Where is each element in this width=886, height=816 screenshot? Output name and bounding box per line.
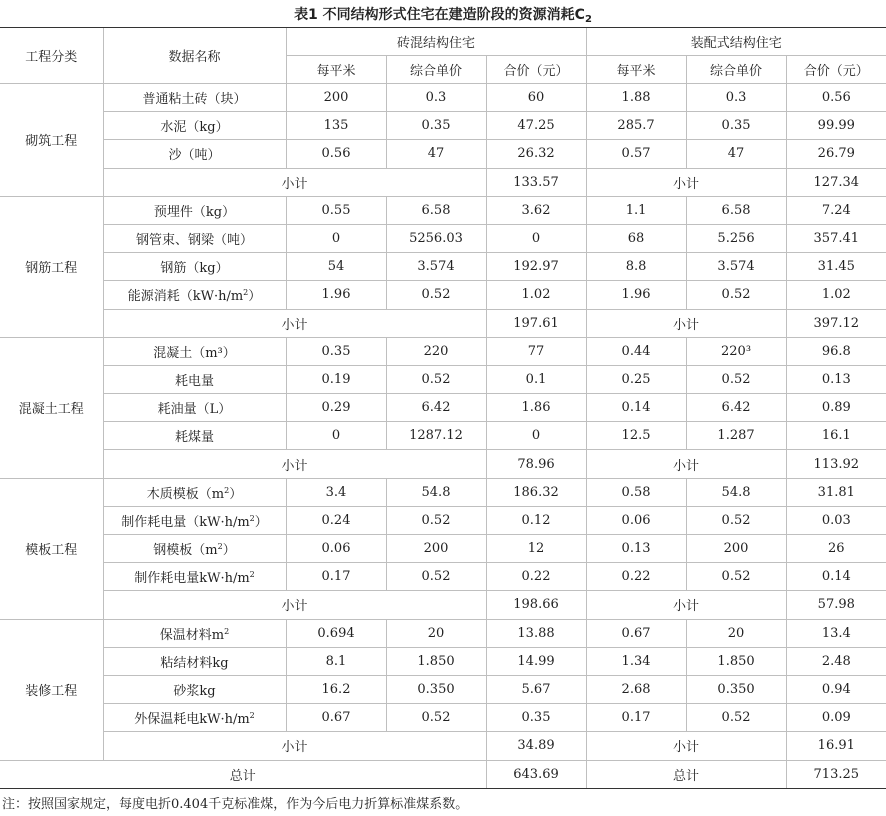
- prefab-per-sqm-cell: 0.67: [586, 619, 686, 647]
- brick-unit-price-cell: 6.42: [386, 394, 486, 422]
- header-category: 工程分类: [0, 28, 103, 84]
- brick-total-price-cell: 3.62: [486, 196, 586, 224]
- item-name: 水泥（kg）: [160, 120, 229, 136]
- table-row: [0, 506, 886, 534]
- header-brick-unit-price: 综合单价: [386, 56, 486, 84]
- item-name-cell: [103, 196, 286, 224]
- brick-total-price-cell: 0.12: [486, 506, 586, 534]
- brick-per-sqm-cell: 0.694: [286, 619, 386, 647]
- brick-per-sqm-cell: 0.35: [286, 337, 386, 365]
- item-name: 钢模板（m: [153, 543, 218, 559]
- item-name: 沙（吨）: [168, 148, 221, 164]
- item-name-cell: [103, 535, 286, 563]
- item-name-superscript: 2: [224, 626, 230, 636]
- brick-per-sqm-cell: 0.55: [286, 196, 386, 224]
- item-name-cell: [103, 563, 286, 591]
- table-row: [0, 84, 886, 112]
- subtotal-brick-value: 133.57: [486, 168, 586, 196]
- prefab-unit-price-cell: 0.35: [686, 112, 786, 140]
- prefab-total-price-cell: 0.89: [786, 394, 886, 422]
- header-name: 数据名称: [103, 28, 286, 84]
- brick-per-sqm-cell: 3.4: [286, 478, 386, 506]
- item-name: 粘结材料kg: [160, 655, 229, 671]
- item-name: 钢筋（kg）: [160, 261, 229, 277]
- prefab-per-sqm-cell: 0.44: [586, 337, 686, 365]
- prefab-per-sqm-cell: 1.34: [586, 647, 686, 675]
- subtotal-label-brick: 小计: [103, 168, 486, 196]
- item-name-cell: [103, 140, 286, 168]
- prefab-per-sqm-cell: 0.13: [586, 535, 686, 563]
- brick-per-sqm-cell: 1.96: [286, 281, 386, 309]
- item-name: 制作耗电量kW·h/m: [134, 571, 250, 587]
- resource-table: [0, 27, 886, 789]
- prefab-unit-price-cell: 1.850: [686, 647, 786, 675]
- brick-total-price-cell: 0.1: [486, 365, 586, 393]
- item-name-cell: [103, 365, 286, 393]
- prefab-unit-price-cell: 0.52: [686, 365, 786, 393]
- brick-per-sqm-cell: 54: [286, 253, 386, 281]
- subtotal-brick-value: 34.89: [486, 732, 586, 760]
- brick-per-sqm-cell: 135: [286, 112, 386, 140]
- prefab-total-price-cell: 16.1: [786, 422, 886, 450]
- prefab-total-price-cell: 1.02: [786, 281, 886, 309]
- prefab-unit-price-cell: 0.52: [686, 704, 786, 732]
- brick-total-price-cell: 0: [486, 224, 586, 252]
- item-name-cell: [103, 704, 286, 732]
- prefab-per-sqm-cell: 0.57: [586, 140, 686, 168]
- category-cell: 混凝土工程: [0, 337, 103, 478]
- subtotal-prefab-value: 113.92: [786, 450, 886, 478]
- prefab-total-price-cell: 26.79: [786, 140, 886, 168]
- prefab-per-sqm-cell: 0.58: [586, 478, 686, 506]
- prefab-per-sqm-cell: 68: [586, 224, 686, 252]
- subtotal-prefab-value: 57.98: [786, 591, 886, 619]
- item-name: 预埋件（kg）: [153, 204, 236, 220]
- item-name-superscript: 2: [249, 570, 255, 580]
- prefab-unit-price-cell: 200: [686, 535, 786, 563]
- item-name: 木质模板（m: [146, 486, 225, 502]
- category-cell: 装修工程: [0, 619, 103, 760]
- table-title: [0, 4, 886, 26]
- category-cell: 钢筋工程: [0, 196, 103, 337]
- prefab-per-sqm-cell: 0.25: [586, 365, 686, 393]
- item-name-cell: [103, 337, 286, 365]
- subtotal-label-prefab: 小计: [586, 450, 786, 478]
- brick-per-sqm-cell: 200: [286, 84, 386, 112]
- brick-unit-price-cell: 200: [386, 535, 486, 563]
- brick-total-price-cell: 186.32: [486, 478, 586, 506]
- prefab-per-sqm-cell: 1.88: [586, 84, 686, 112]
- subtotal-label-brick: 小计: [103, 591, 486, 619]
- item-name-tail: ）: [229, 486, 243, 502]
- brick-per-sqm-cell: 0.17: [286, 563, 386, 591]
- prefab-total-price-cell: 7.24: [786, 196, 886, 224]
- item-name-cell: [103, 422, 286, 450]
- brick-per-sqm-cell: 8.1: [286, 647, 386, 675]
- item-name: 普通粘土砖（块）: [142, 92, 247, 108]
- item-name-cell: [103, 224, 286, 252]
- prefab-unit-price-cell: 54.8: [686, 478, 786, 506]
- brick-unit-price-cell: 0.52: [386, 281, 486, 309]
- table-row: [0, 647, 886, 675]
- item-name: 混凝土（m³）: [153, 345, 236, 361]
- total-row: [0, 760, 886, 788]
- brick-per-sqm-cell: 0.29: [286, 394, 386, 422]
- table-title-text: 表1 不同结构形式住宅在建造阶段的资源消耗C: [294, 7, 585, 23]
- item-name-cell: [103, 281, 286, 309]
- prefab-unit-price-cell: 20: [686, 619, 786, 647]
- brick-total-price-cell: 60: [486, 84, 586, 112]
- brick-unit-price-cell: 54.8: [386, 478, 486, 506]
- prefab-per-sqm-cell: 8.8: [586, 253, 686, 281]
- item-name-cell: [103, 675, 286, 703]
- brick-total-price-cell: 47.25: [486, 112, 586, 140]
- item-name-tail: ）: [248, 289, 262, 305]
- brick-per-sqm-cell: 0.24: [286, 506, 386, 534]
- brick-unit-price-cell: 0.52: [386, 563, 486, 591]
- subtotal-label-brick: 小计: [103, 450, 486, 478]
- subtotal-brick-value: 198.66: [486, 591, 586, 619]
- item-name-superscript: 2: [217, 542, 223, 552]
- prefab-unit-price-cell: 0.350: [686, 675, 786, 703]
- item-name: 外保温耗电kW·h/m: [134, 712, 250, 728]
- brick-per-sqm-cell: 0.67: [286, 704, 386, 732]
- prefab-total-price-cell: 0.13: [786, 365, 886, 393]
- brick-unit-price-cell: 6.58: [386, 196, 486, 224]
- header-group-brick: 砖混结构住宅: [286, 28, 586, 56]
- brick-unit-price-cell: 47: [386, 140, 486, 168]
- brick-total-price-cell: 77: [486, 337, 586, 365]
- table-row: [0, 281, 886, 309]
- header-brick-total-price: 合价（元）: [486, 56, 586, 84]
- brick-per-sqm-cell: 16.2: [286, 675, 386, 703]
- item-name-cell: [103, 478, 286, 506]
- table-row: [0, 365, 886, 393]
- prefab-total-price-cell: 0.56: [786, 84, 886, 112]
- header-row-1: [0, 28, 886, 56]
- brick-unit-price-cell: 0.350: [386, 675, 486, 703]
- prefab-unit-price-cell: 47: [686, 140, 786, 168]
- item-name-superscript: 2: [249, 711, 255, 721]
- prefab-per-sqm-cell: 2.68: [586, 675, 686, 703]
- brick-unit-price-cell: 1287.12: [386, 422, 486, 450]
- prefab-unit-price-cell: 0.3: [686, 84, 786, 112]
- brick-total-price-cell: 5.67: [486, 675, 586, 703]
- header-prefab-total-price: 合价（元）: [786, 56, 886, 84]
- brick-total-price-cell: 0.22: [486, 563, 586, 591]
- prefab-unit-price-cell: 1.287: [686, 422, 786, 450]
- item-name: 砂浆kg: [173, 684, 216, 700]
- subtotal-label-prefab: 小计: [586, 732, 786, 760]
- item-name: 能源消耗（kW·h/m: [127, 289, 244, 305]
- item-name-cell: [103, 619, 286, 647]
- brick-unit-price-cell: 1.850: [386, 647, 486, 675]
- table-row: [0, 394, 886, 422]
- total-prefab-value: 713.25: [786, 760, 886, 788]
- total-brick-value: 643.69: [486, 760, 586, 788]
- table-row: [0, 224, 886, 252]
- brick-per-sqm-cell: 0.19: [286, 365, 386, 393]
- item-name-superscript: 2: [249, 513, 255, 523]
- subtotal-label-prefab: 小计: [586, 168, 786, 196]
- prefab-unit-price-cell: 5.256: [686, 224, 786, 252]
- prefab-unit-price-cell: 220³: [686, 337, 786, 365]
- brick-unit-price-cell: 5256.03: [386, 224, 486, 252]
- brick-total-price-cell: 13.88: [486, 619, 586, 647]
- brick-unit-price-cell: 220: [386, 337, 486, 365]
- subtotal-prefab-value: 397.12: [786, 309, 886, 337]
- item-name: 耗油量（L）: [157, 402, 232, 418]
- table-row: [0, 422, 886, 450]
- prefab-unit-price-cell: 0.52: [686, 506, 786, 534]
- item-name: 耗煤量: [174, 430, 214, 446]
- total-label-prefab: 总计: [586, 760, 786, 788]
- brick-unit-price-cell: 0.3: [386, 84, 486, 112]
- subtotal-row: [0, 732, 886, 760]
- header-prefab-per-sqm: 每平米: [586, 56, 686, 84]
- category-cell: 模板工程: [0, 478, 103, 619]
- prefab-per-sqm-cell: 12.5: [586, 422, 686, 450]
- brick-total-price-cell: 192.97: [486, 253, 586, 281]
- item-name-superscript: 2: [243, 288, 249, 298]
- item-name-cell: [103, 394, 286, 422]
- item-name-cell: [103, 112, 286, 140]
- subtotal-prefab-value: 127.34: [786, 168, 886, 196]
- item-name: 保温材料m: [159, 627, 225, 643]
- table-row: [0, 140, 886, 168]
- brick-total-price-cell: 0.35: [486, 704, 586, 732]
- item-name-superscript: 2: [224, 485, 230, 495]
- prefab-unit-price-cell: 0.52: [686, 563, 786, 591]
- prefab-unit-price-cell: 6.58: [686, 196, 786, 224]
- table-row: [0, 535, 886, 563]
- brick-total-price-cell: 26.32: [486, 140, 586, 168]
- table-row: [0, 196, 886, 224]
- subtotal-brick-value: 197.61: [486, 309, 586, 337]
- brick-total-price-cell: 1.86: [486, 394, 586, 422]
- brick-total-price-cell: 1.02: [486, 281, 586, 309]
- brick-total-price-cell: 12: [486, 535, 586, 563]
- prefab-per-sqm-cell: 0.14: [586, 394, 686, 422]
- header-group-prefab: 装配式结构住宅: [586, 28, 886, 56]
- brick-per-sqm-cell: 0.06: [286, 535, 386, 563]
- subtotal-label-brick: 小计: [103, 732, 486, 760]
- brick-unit-price-cell: 0.52: [386, 704, 486, 732]
- brick-per-sqm-cell: 0: [286, 422, 386, 450]
- subtotal-prefab-value: 16.91: [786, 732, 886, 760]
- item-name-cell: [103, 506, 286, 534]
- prefab-total-price-cell: 357.41: [786, 224, 886, 252]
- subtotal-brick-value: 78.96: [486, 450, 586, 478]
- table-row: [0, 478, 886, 506]
- prefab-per-sqm-cell: 285.7: [586, 112, 686, 140]
- subtotal-label-brick: 小计: [103, 309, 486, 337]
- prefab-total-price-cell: 96.8: [786, 337, 886, 365]
- subtotal-row: [0, 168, 886, 196]
- category-cell: 砌筑工程: [0, 84, 103, 197]
- prefab-per-sqm-cell: 0.17: [586, 704, 686, 732]
- prefab-total-price-cell: 0.03: [786, 506, 886, 534]
- subtotal-label-prefab: 小计: [586, 309, 786, 337]
- item-name-tail: ）: [254, 514, 268, 530]
- brick-unit-price-cell: 20: [386, 619, 486, 647]
- brick-unit-price-cell: 0.52: [386, 506, 486, 534]
- prefab-total-price-cell: 31.45: [786, 253, 886, 281]
- footnote: 注：按照国家规定，每度电折0.404千克标准煤，作为今后电力折算标准煤系数。: [2, 797, 469, 812]
- prefab-total-price-cell: 0.09: [786, 704, 886, 732]
- brick-per-sqm-cell: 0: [286, 224, 386, 252]
- item-name: 制作耗电量（kW·h/m: [121, 514, 250, 530]
- table-title-subscript: 2: [584, 14, 592, 25]
- table-row: [0, 253, 886, 281]
- subtotal-row: [0, 450, 886, 478]
- prefab-unit-price-cell: 6.42: [686, 394, 786, 422]
- prefab-total-price-cell: 99.99: [786, 112, 886, 140]
- subtotal-label-prefab: 小计: [586, 591, 786, 619]
- brick-total-price-cell: 0: [486, 422, 586, 450]
- prefab-per-sqm-cell: 0.06: [586, 506, 686, 534]
- header-prefab-unit-price: 综合单价: [686, 56, 786, 84]
- prefab-total-price-cell: 2.48: [786, 647, 886, 675]
- prefab-per-sqm-cell: 1.96: [586, 281, 686, 309]
- prefab-total-price-cell: 31.81: [786, 478, 886, 506]
- table-row: [0, 619, 886, 647]
- subtotal-row: [0, 591, 886, 619]
- item-name-cell: [103, 253, 286, 281]
- prefab-unit-price-cell: 3.574: [686, 253, 786, 281]
- total-label-brick: 总计: [0, 760, 486, 788]
- prefab-per-sqm-cell: 1.1: [586, 196, 686, 224]
- prefab-unit-price-cell: 0.52: [686, 281, 786, 309]
- subtotal-row: [0, 309, 886, 337]
- table-row: [0, 337, 886, 365]
- item-name: 耗电量: [174, 373, 214, 389]
- item-name-tail: ）: [222, 543, 236, 559]
- prefab-total-price-cell: 26: [786, 535, 886, 563]
- item-name-cell: [103, 84, 286, 112]
- brick-total-price-cell: 14.99: [486, 647, 586, 675]
- table-row: [0, 675, 886, 703]
- item-name-cell: [103, 647, 286, 675]
- prefab-total-price-cell: 13.4: [786, 619, 886, 647]
- brick-unit-price-cell: 3.574: [386, 253, 486, 281]
- item-name: 钢管束、钢梁（吨）: [135, 233, 253, 249]
- prefab-total-price-cell: 0.94: [786, 675, 886, 703]
- table-row: [0, 563, 886, 591]
- brick-per-sqm-cell: 0.56: [286, 140, 386, 168]
- brick-unit-price-cell: 0.52: [386, 365, 486, 393]
- table-row: [0, 112, 886, 140]
- brick-unit-price-cell: 0.35: [386, 112, 486, 140]
- prefab-total-price-cell: 0.14: [786, 563, 886, 591]
- header-brick-per-sqm: 每平米: [286, 56, 386, 84]
- table-row: [0, 704, 886, 732]
- prefab-per-sqm-cell: 0.22: [586, 563, 686, 591]
